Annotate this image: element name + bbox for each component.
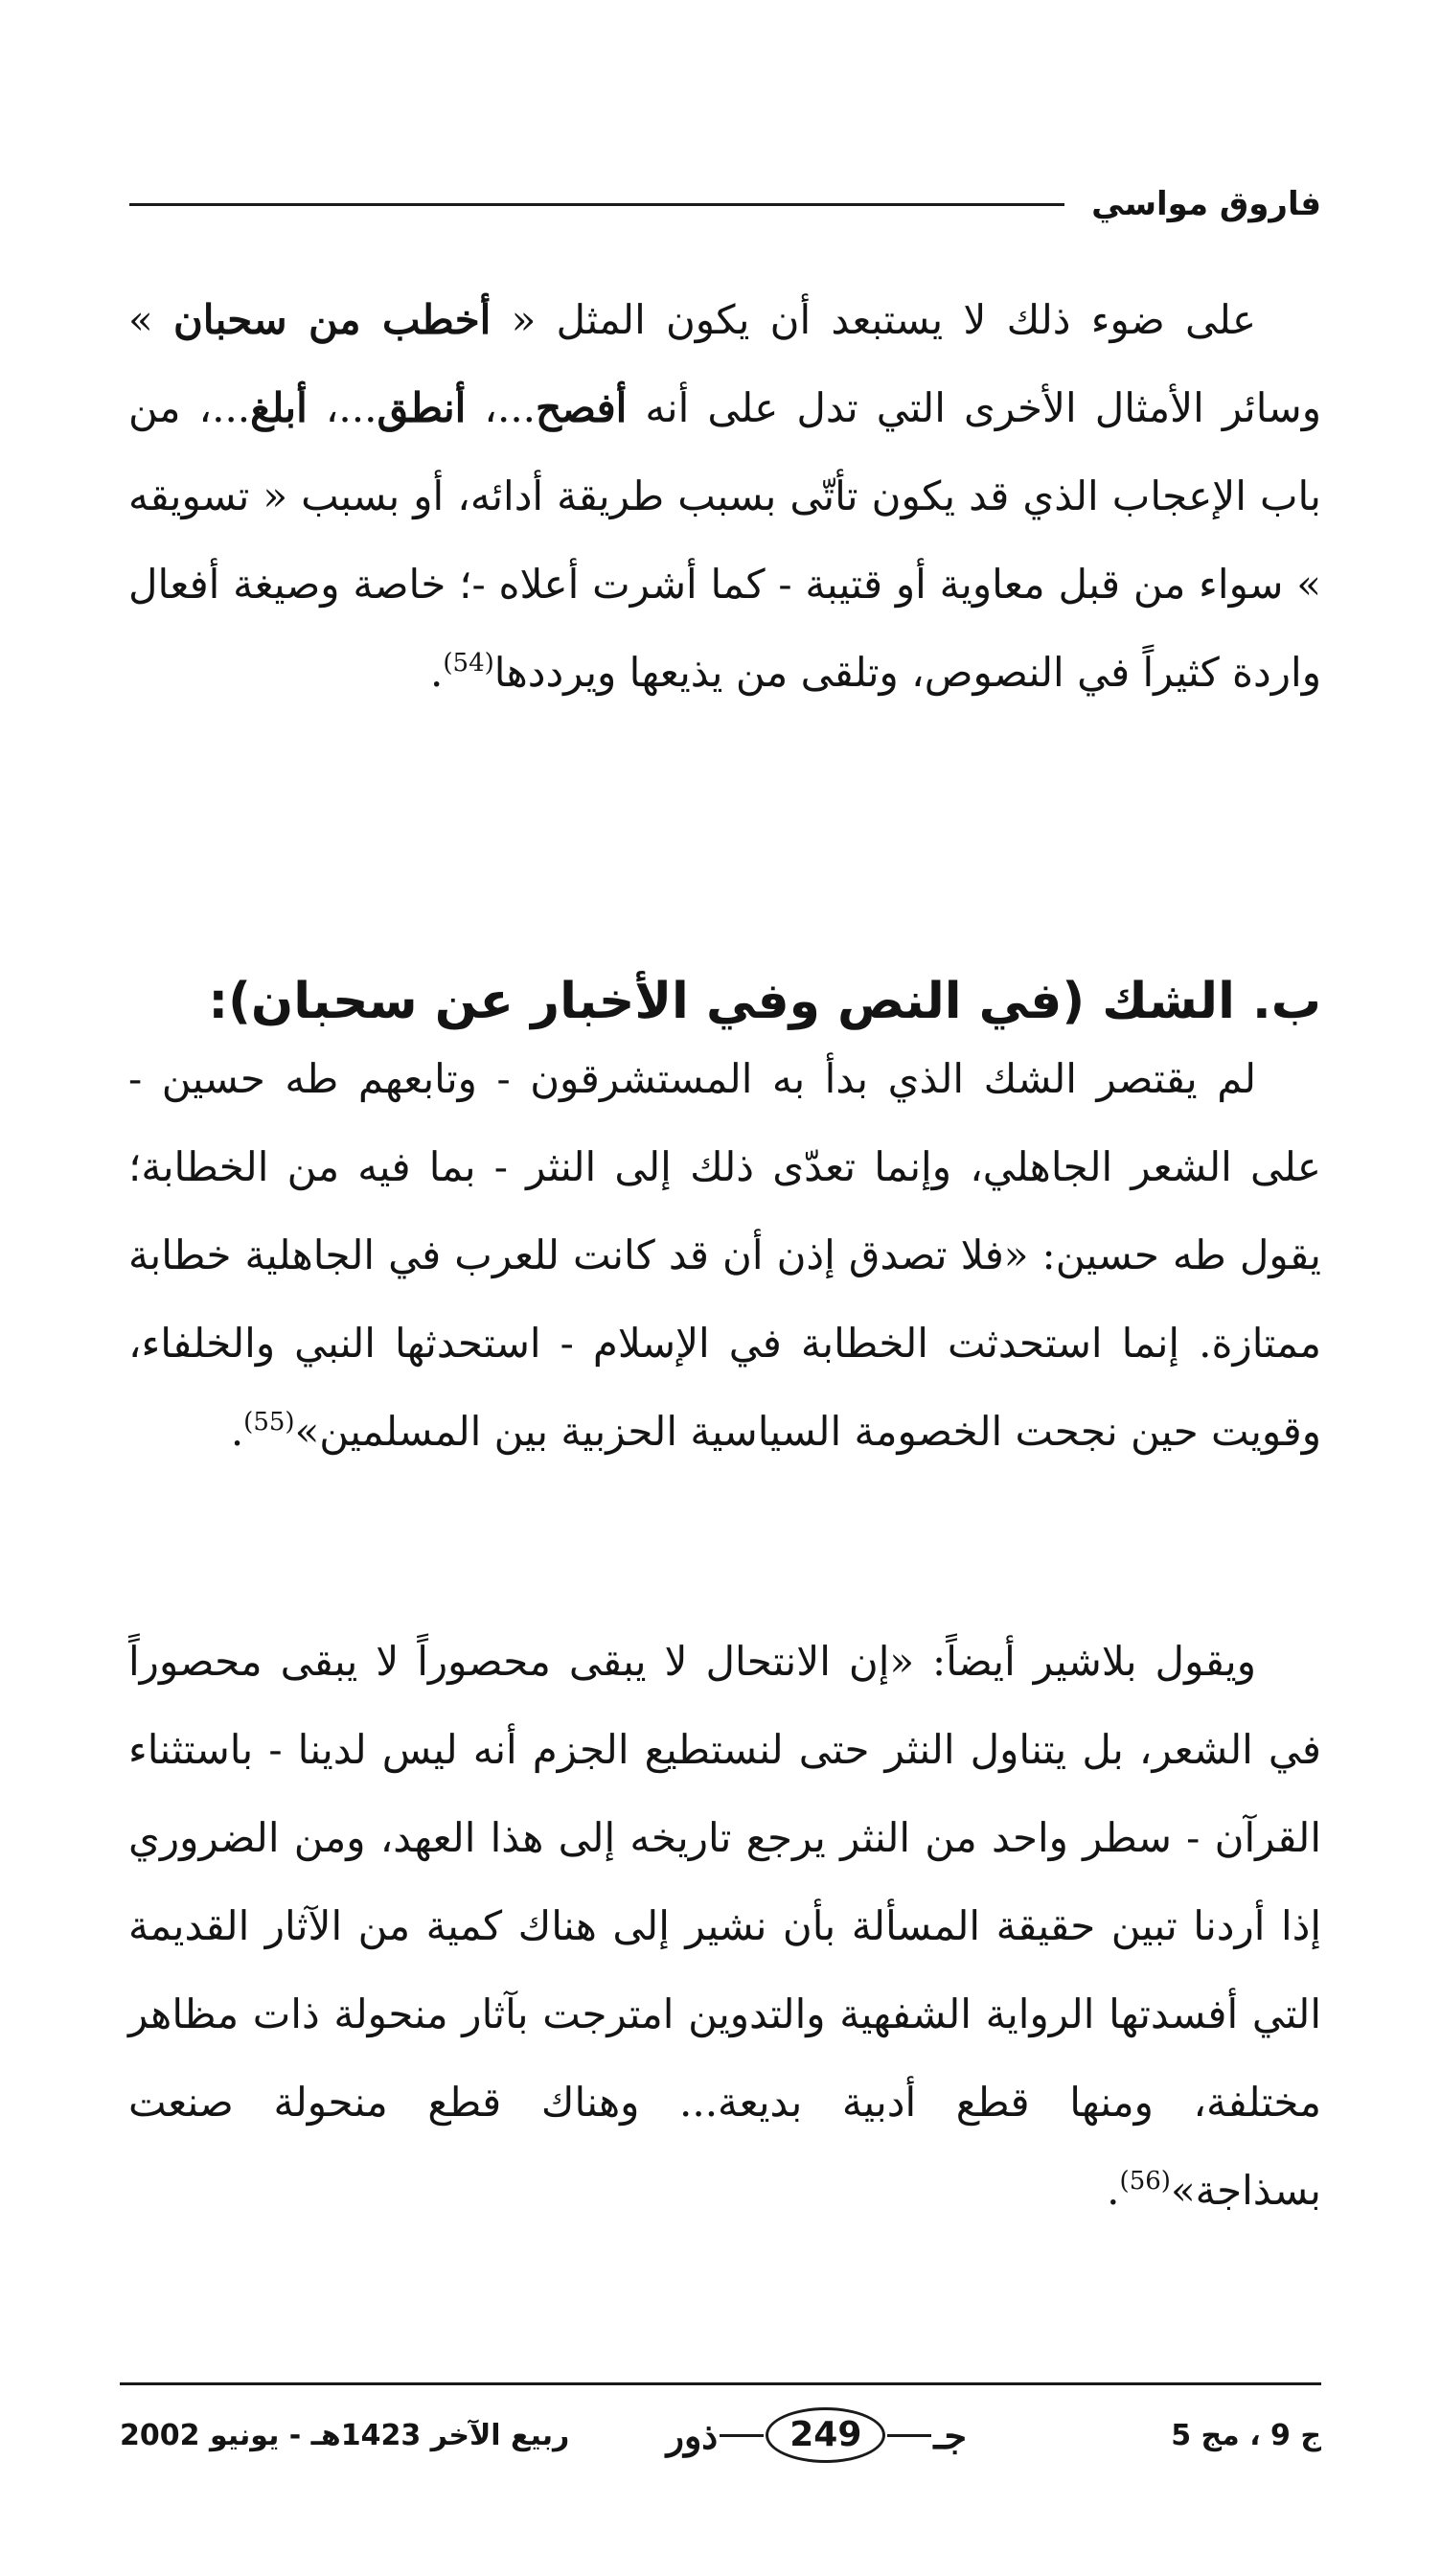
paragraph-1-text (128, 276, 1321, 717)
issue-date: ربيع الآخر 1423هـ - يونيو 2002 (120, 2419, 570, 2452)
text-run: . (430, 649, 444, 696)
text-run: ...، (307, 384, 377, 431)
section-heading: ب. الشك (في النص وفي الأخبار عن سحبان): (208, 973, 1321, 1030)
text-run: » وسائر الأمثال الأخرى التي تدل على أنه (128, 296, 1322, 431)
logo-stroke (720, 2434, 764, 2437)
page-number: 249 (766, 2407, 885, 2463)
text-run: . (1107, 2167, 1120, 2214)
footnote-ref-56[interactable]: (56) (1119, 2167, 1171, 2196)
text-run: ويقول بلاشير أيضاً: «إن الانتحال لا يبقى محصوراً لا يبقى محصوراً في الشعر، بل يتناول النثر حتى لنستطيع الجزم أنه ليس لدينا - باستثناء القرآن - سطر واحد من النثر يرجع تاريخه إلى هذا العهد، ومن الضروري إذا أردنا تبين حقيقة المسألة بأن نشير إلى هناك كمية من الآثار القديمة التي أفسدتها الرواية الشفهية والتدوين امترجت بآثار منحولة ذات مظاهر مختلفة، ومنها قطع أدبية بديعة... وهناك قطع منحولة صنعت بسذاجة» (128, 1638, 1321, 2214)
text-run: على ضوء ذلك لا يستبعد أن يكون المثل « (491, 296, 1257, 343)
footnote-ref-55[interactable]: (55) (243, 1408, 295, 1437)
journal-logo (667, 2407, 967, 2463)
bold-word: أفصح (536, 384, 628, 431)
paragraph-2 (128, 1035, 1321, 1476)
text-run: لم يقتصر الشك الذي بدأ به المستشرقون - وتابعهم طه حسين - على الشعر الجاهلي، وإنما تعدّى ذلك إلى النثر - بما فيه من الخطابة؛ يقول طه حسين: «فلا تصدق إذن أن قد كانت للعرب في الجاهلية خطابة ممتازة. إنما استحدثت الخطابة في الإسلام - استحدثها النبي والخلفاء، وقويت حين نجحت الخصومة السياسية الحزبية بين المسلمين» (128, 1055, 1321, 1455)
page-footer (120, 2407, 1321, 2474)
text-run: ...، من باب الإعجاب الذي قد يكون تأتّى بسبب طريقة أدائه، أو بسبب « تسويقه » سواء من قبل معاوية أو قتيبة - كما أشرت أعلاه -؛ خاصة وصيغة أفعال واردة كثيراً في النصوص، وتلقى من يذيعها ويرددها (128, 384, 1321, 696)
footer-rule (120, 2382, 1321, 2385)
running-header (120, 171, 1321, 238)
bold-word: أبلغ (250, 384, 308, 431)
footnote-ref-54[interactable]: (54) (443, 649, 494, 678)
bold-proverb: أخطب من سحبان (172, 296, 492, 343)
issue-volume: ج 9 ، مج 5 (1171, 2419, 1321, 2452)
journal-logo-part: جـ (933, 2413, 967, 2457)
logo-stroke (887, 2434, 931, 2437)
author-name: فاروق مواسي (1091, 185, 1321, 223)
text-run: . (230, 1408, 244, 1455)
paragraph-2-text (128, 1035, 1321, 1476)
paragraph-3 (128, 1618, 1321, 2235)
paragraph-3-text (128, 1618, 1321, 2235)
header-rule (129, 203, 1064, 206)
bold-word: أنطق (377, 384, 467, 431)
text-run: ...، (466, 384, 537, 431)
journal-logo-part: ذور (666, 2413, 719, 2457)
paragraph-1 (128, 276, 1321, 717)
